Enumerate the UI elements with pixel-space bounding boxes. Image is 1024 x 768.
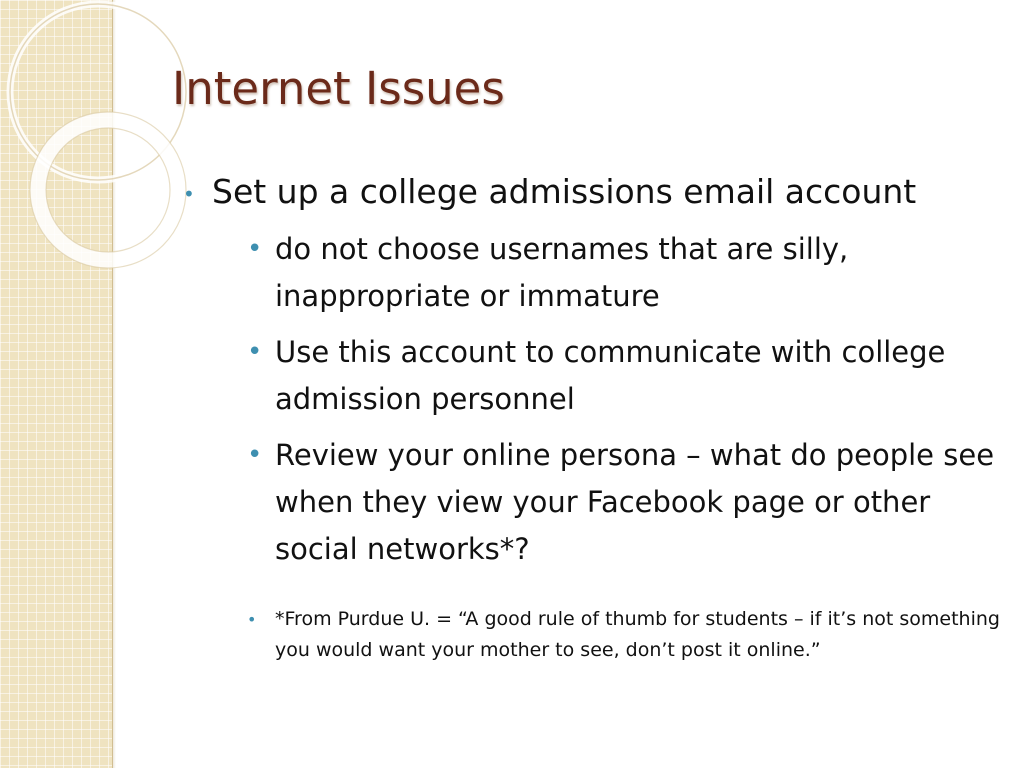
bullet-item-email-account [180,170,1000,666]
bullet-icon: • [247,337,263,367]
sub-bullet-online-persona [245,432,1000,573]
sub-bullet-communicate [245,329,1000,423]
footnote-purdue-quote [245,604,1000,666]
sub-bullet-list [212,226,1000,666]
bullet-icon: • [247,440,263,470]
bullet-text: Set up a college admissions email account [212,172,917,211]
bullet-icon: • [247,234,263,264]
slide-title: Internet Issues [172,62,505,115]
sub-bullet-usernames [245,226,1000,320]
bullet-icon: • [183,182,195,206]
footnote-text: *From Purdue U. = “A good rule of thumb for students – if it’s not something you would want your mother to see, don’t post it online.” [275,608,1000,661]
sub-bullet-text: do not choose usernames that are silly, inappropriate or immature [275,232,849,313]
decorative-rings [0,0,200,330]
bullet-icon: • [247,610,257,629]
sub-bullet-text: Review your online persona – what do people see when they view your Facebook page or other social networks*? [275,438,995,566]
bullet-list [180,170,1000,666]
slide-content [180,170,1000,666]
sub-bullet-text: Use this account to communicate with college admission personnel [275,335,946,416]
